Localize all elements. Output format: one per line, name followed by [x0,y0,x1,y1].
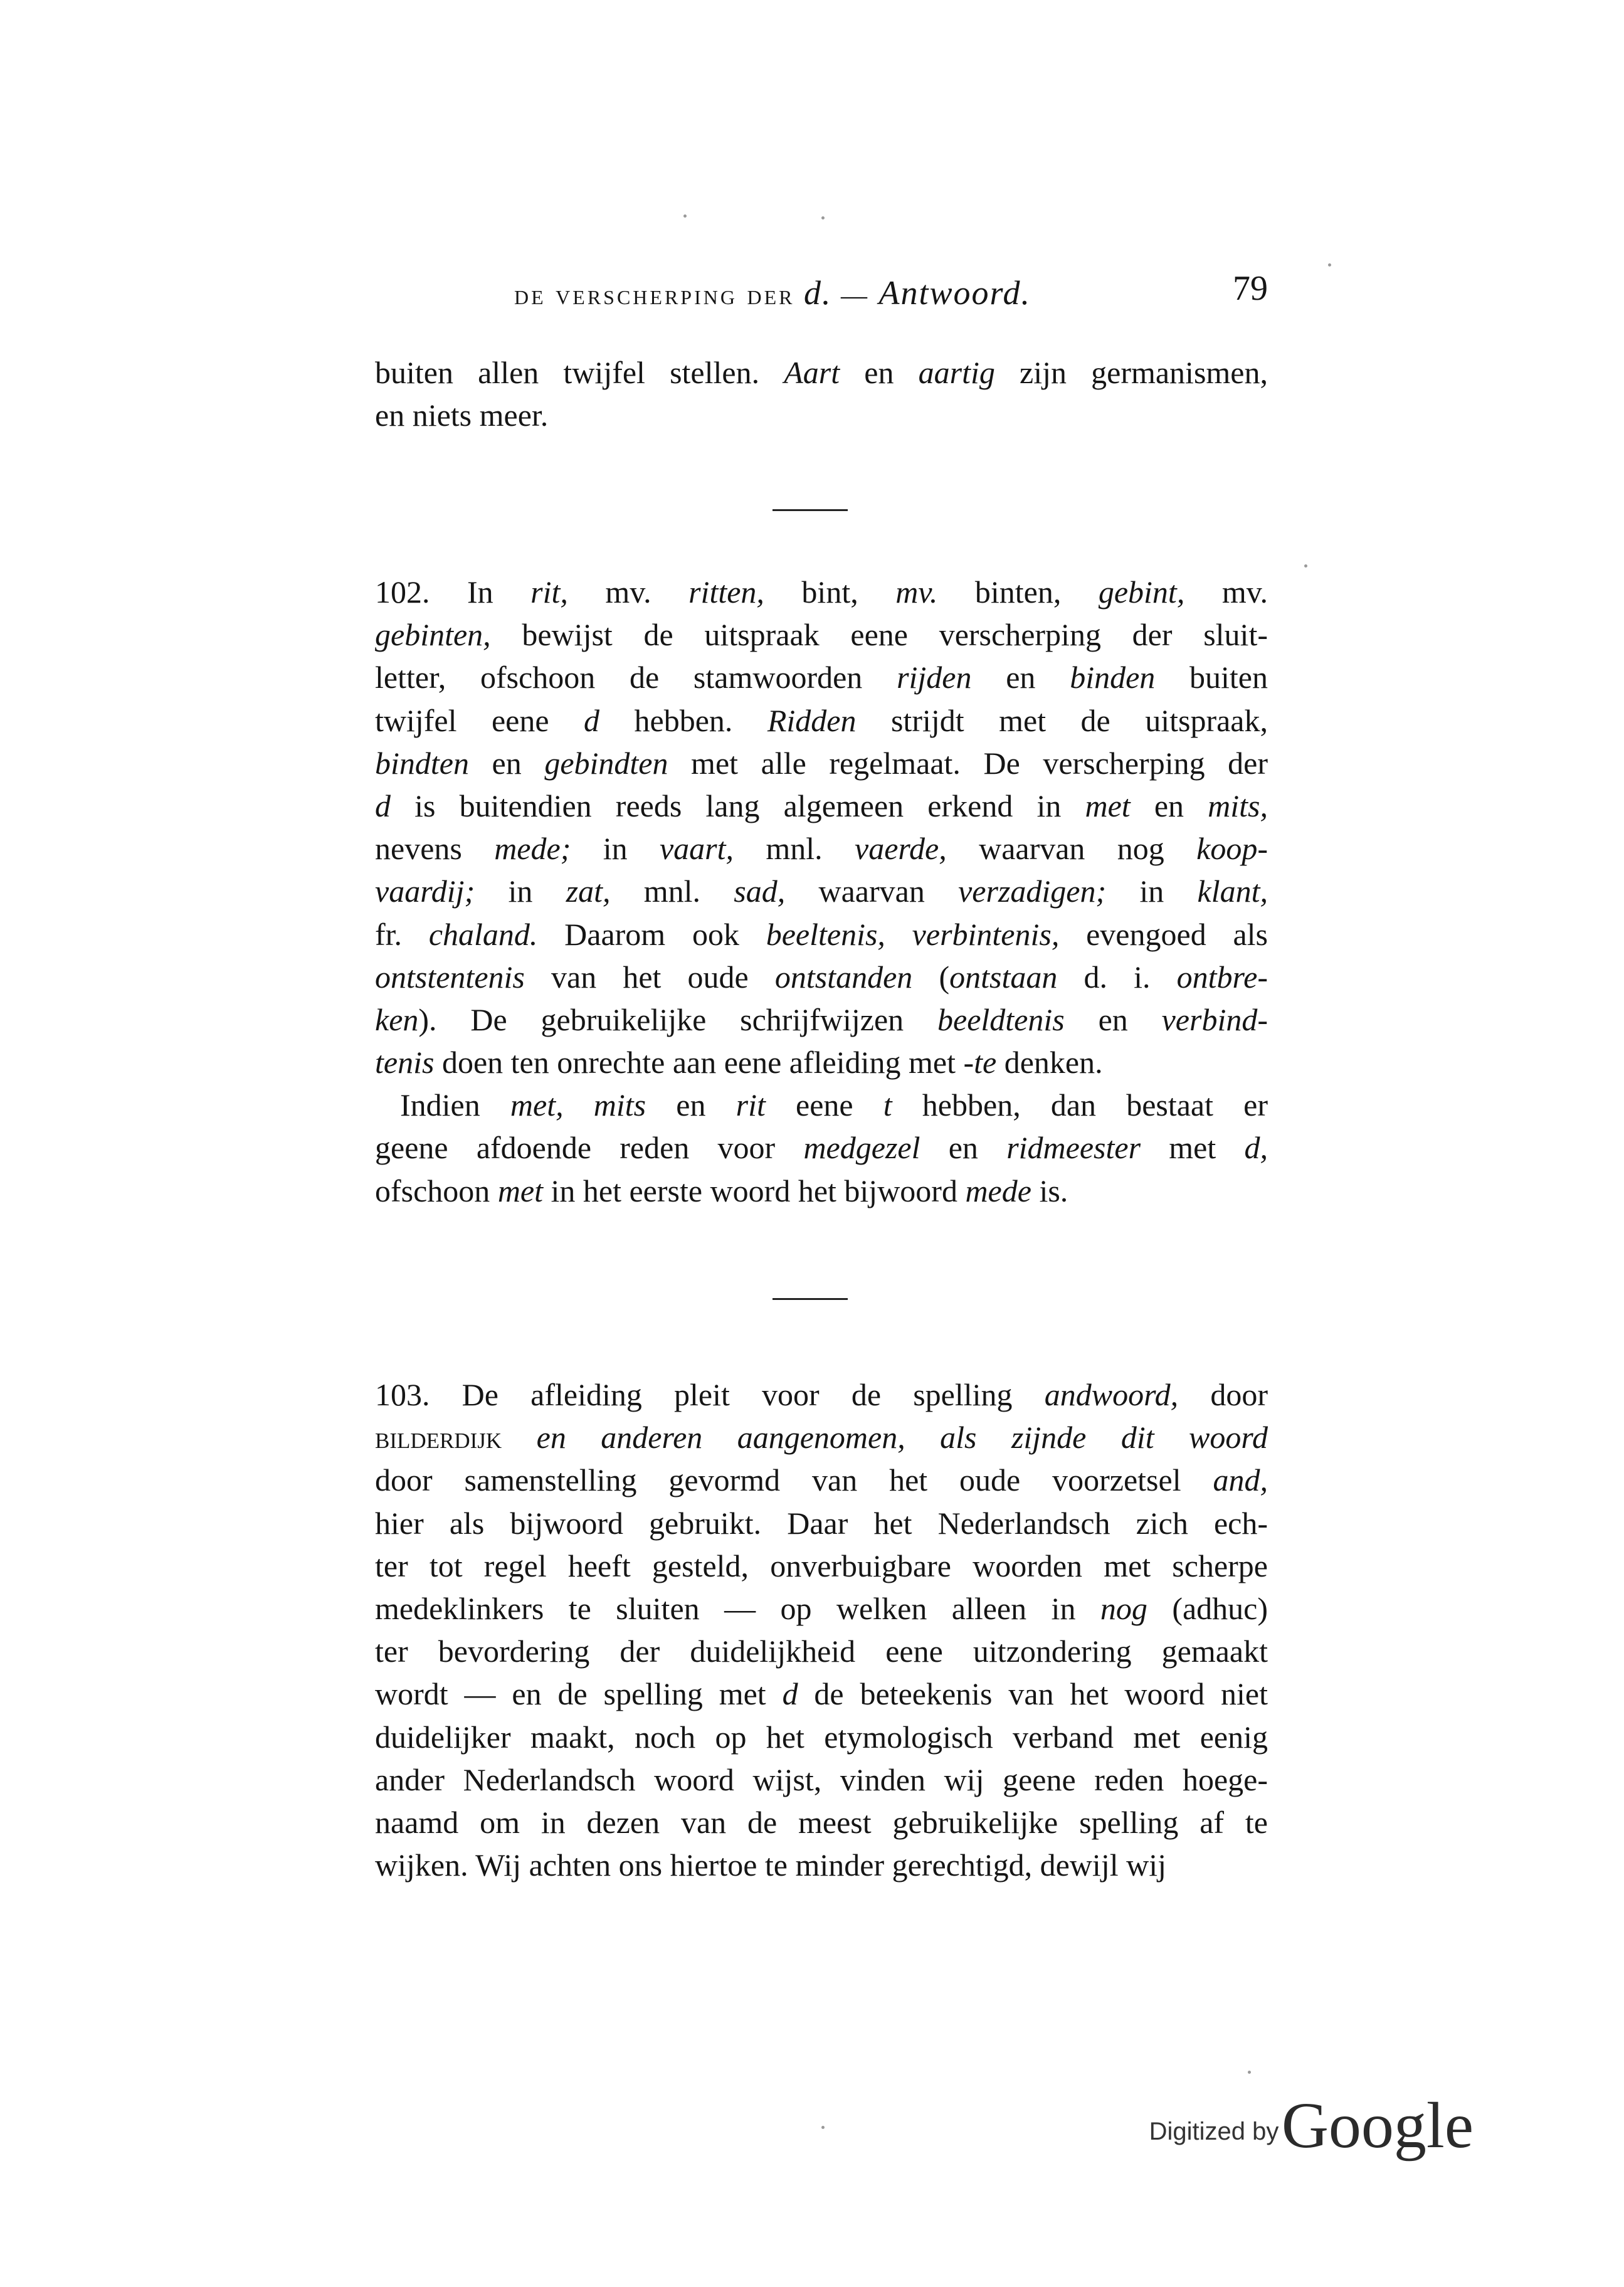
italic-term: rit [736,1087,766,1123]
text-line [375,1170,1268,1212]
text-run: 103. De afleiding pleit voor de spelling [375,1377,1045,1412]
running-title-d: d. [803,274,832,312]
text-run: duidelijker maakt, noch op het etymologisch verband met eenig [375,1719,1268,1755]
text-run: geene afdoende reden voor [375,1130,804,1166]
text-line [375,784,1268,827]
italic-term: chaland. [428,916,538,952]
text-line [375,1672,1268,1715]
scan-speck [1328,263,1331,267]
text-run: hebben, dan bestaat er [892,1087,1268,1123]
text-run: (adhuc) [1147,1590,1268,1626]
text-run: letter, ofschoon de stamwoorden [375,660,897,695]
text-run: van het oude [524,959,775,995]
italic-term: rit, [530,574,568,610]
scan-speck [683,214,687,218]
text-run: Indien [400,1087,510,1123]
italic-term: met [1085,788,1131,823]
text-run: en [1064,1001,1162,1037]
text-line [375,870,1268,912]
italic-term: ontstaan [949,959,1058,995]
text-line [375,1126,1268,1169]
text-run: 102. In [375,574,531,610]
italic-term: d [375,788,391,823]
text-run: is. [1031,1173,1068,1208]
scan-speck [1248,2071,1251,2074]
watermark-small-text: Digitized by [1149,2118,1279,2145]
italic-term: mede; [494,831,571,867]
text-run: waarvan [785,874,959,909]
text-run: ter bevordering der duidelijkheid eene uitzondering gemaakt [375,1634,1268,1669]
italic-term: beeldtenis [937,1001,1065,1037]
italic-term: d, [1244,1130,1268,1166]
text-run: binten, [974,574,1062,610]
text-run: en [971,660,1070,695]
running-title [514,273,1031,312]
text-line: en niets meer. [375,398,549,433]
italic-term: klant, [1197,874,1268,909]
text-run: bewijst de uitspraak eene verscherping der sluit- [490,617,1268,653]
text-line [375,1844,1268,1886]
italic-term: d [782,1676,798,1712]
italic-term: medgezel [803,1130,920,1166]
text-run: mnl. [610,874,734,909]
italic-term: t [883,1087,892,1123]
italic-term: ritten, [688,574,764,610]
italic-term: vaart, [659,831,734,867]
text-line [375,1041,1268,1084]
text-run: in [571,831,660,867]
italic-term: mits [593,1087,646,1123]
text-run: ). De gebruikelijke schrijfwijzen [418,1001,938,1037]
text-line [375,1502,1268,1545]
text-line [375,571,1268,613]
text-run: mv. [1184,574,1268,610]
intro-paragraph [375,351,1268,436]
text-run: wijken. Wij achten ons hiertoe te minder gerechtigd, dewijl wij [375,1847,1166,1883]
scan-speck [1304,564,1307,568]
italic-term: tenis [375,1045,435,1080]
running-header [375,268,1268,319]
text-run: en [468,745,545,781]
text-line [375,613,1268,656]
running-title-dash: — [840,282,870,310]
text-line [375,1630,1268,1672]
text-run: ( [912,959,950,995]
italic-term: en anderen aangenomen, als zijnde dit woord [502,1420,1268,1455]
text-run: denken. [996,1045,1103,1080]
text-line [375,1587,1268,1630]
italic-term: gebinten, [375,617,491,653]
italic-term: Ridden [767,702,857,738]
text-run [564,1087,594,1122]
text-run: doen ten onrechte aan eene afleiding met [434,1045,964,1080]
text-run: naamd om in dezen van de meest gebruikelijke spelling af te [375,1804,1268,1840]
text-run: en [646,1087,736,1123]
running-title-antwoord: Antwoord. [878,274,1031,312]
text-line [375,1373,1268,1416]
italic-term: ontbre- [1176,959,1268,995]
text-run: ofschoon [375,1173,498,1208]
italic-term: ken [375,1001,419,1037]
text-run: strijdt met de uitspraak, [856,702,1268,738]
text-line [375,1545,1268,1587]
italic-term: vaerde, [855,831,947,867]
text-run: in het eerste woord het bijwoord [543,1173,966,1208]
italic-term: ontstentenis [375,959,525,995]
text-line [375,827,1268,870]
text-run: eene [765,1087,883,1123]
italic-term: beeltenis, verbintenis, [766,916,1060,952]
italic-term: vaardij; [375,874,475,909]
text-run: evengoed als [1059,916,1268,952]
text-line [375,742,1268,784]
text-run: mv. [567,574,689,610]
text-line [375,699,1268,742]
section-divider [772,509,848,511]
text-run: de beteekenis van het woord niet [798,1676,1268,1712]
watermark-logo-text: Google [1281,2089,1474,2162]
text-line [375,1716,1268,1758]
italic-term: andwoord, [1044,1377,1179,1412]
italic-term: bindten [375,745,469,781]
text-run: hebben. [599,702,767,738]
text-run: in [1106,874,1198,909]
italic-term: zat, [566,874,611,909]
text-run: bilderdijk [375,1420,502,1455]
section-102 [375,571,1268,1212]
text-line [375,656,1268,699]
italic-term: rijden [897,660,972,695]
italic-term: and, [1213,1462,1268,1498]
digitized-by-google-watermark [1149,2088,1474,2162]
italic-term: verzadigen; [958,874,1107,909]
text-line [375,956,1268,998]
text-run: in [475,874,566,909]
text-run: en [1130,788,1208,823]
text-run: ter tot regel heeft gesteld, onverbuigbare woorden met scherpe [375,1548,1268,1583]
italic-term: binden [1070,660,1156,695]
text-run: waarvan nog [946,831,1197,867]
italic-term: d [584,702,600,738]
text-run: twijfel eene [375,702,584,738]
italic-term: nog [1100,1590,1147,1626]
italic-term: mv. [858,574,975,610]
scan-speck [821,2126,825,2129]
text-run: bint, [764,574,858,610]
text-run: nevens [375,831,495,867]
text-run: met [1141,1130,1245,1166]
text-run: wordt — en de spelling met [375,1676,783,1712]
italic-term: mede [965,1173,1031,1208]
italic-term: verbind- [1161,1001,1268,1037]
italic-term: sad, [734,874,786,909]
text-line [375,1084,1268,1126]
italic-term: gebint, [1061,574,1185,610]
text-line [375,1416,1268,1459]
section-103 [375,1373,1268,1886]
italic-term: ontstanden [774,959,913,995]
text-run: en [920,1130,1007,1166]
section-divider [772,1298,848,1300]
text-line: buiten allen twijfel stellen. Aart en aartig zijn germanismen, [375,355,1268,390]
text-run: door samenstelling gevormd van het oude voorzetsel [375,1462,1213,1498]
text-run: door [1178,1377,1268,1412]
text-run: mnl. [734,831,855,867]
text-run: met alle regelmaat. De verscherping der [668,745,1268,781]
italic-term: mits, [1208,788,1268,823]
text-line [375,998,1268,1041]
text-line [375,1801,1268,1844]
italic-term: -te [963,1045,997,1080]
text-run: d. i. [1057,959,1177,995]
italic-term: met [497,1173,544,1208]
text-run: fr. [375,916,429,952]
italic-term: gebindten [544,745,668,781]
text-line [375,913,1268,956]
text-line [375,1758,1268,1801]
scan-speck [821,216,825,219]
page-number: 79 [1233,269,1268,308]
italic-term: koop- [1196,831,1268,867]
text-run: hier als bijwoord gebruikt. Daar het Nederlandsch zich ech- [375,1505,1268,1541]
italic-term: met, [510,1087,564,1123]
text-run: medeklinkers te sluiten — op welken alleen in [375,1590,1100,1626]
text-run: Daarom ook [537,916,766,952]
running-title-sc: de verscherping der [514,278,795,310]
text-line [375,1459,1268,1501]
text-run: is buitendien reeds lang algemeen erkend in [391,788,1085,823]
text-run: ander Nederlandsch woord wijst, vinden wij geene reden hoege- [375,1761,1268,1797]
text-run: buiten [1155,660,1268,695]
italic-term: ridmeester [1006,1130,1141,1166]
